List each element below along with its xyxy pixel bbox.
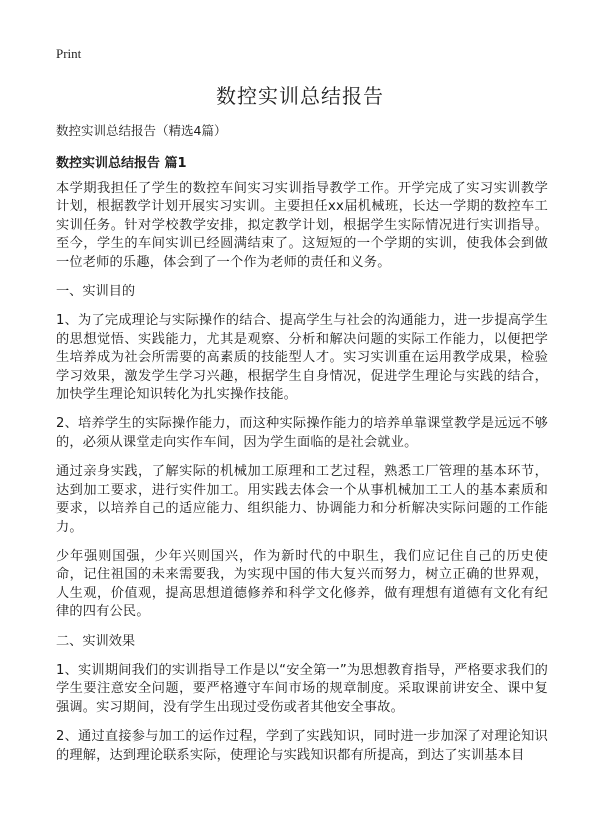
paragraph-intro: 本学期我担任了学生的数控车间实习实训指导教学工作。开学完成了实习实训教学计划，根据教学计划开展实习实训。主要担任xx届机械班，长达一学期的数控车工实训任务。针对学校教学安排，拟定教学计划，根据学生实际情况进行实训指导。至今，学生的车间实训已经圆满结束了。这短短的一个学期的实训，使我体会到做一位老师的乐趣，体会到了一个作为老师的责任和义务。 <box>56 181 548 270</box>
paragraph-effect-2: 2、通过直接参与加工的运作过程，学到了实践知识，同时进一步加深了对理论知识的理解，达到理论联系实际，使理论与实践知识都有所提高，到达了实训基本目 <box>56 729 548 763</box>
section-heading: 数控实训总结报告 篇1 <box>56 156 187 171</box>
paragraph-practice: 通过亲身实践，了解实际的机械加工原理和工艺过程，熟悉工厂管理的基本环节，达到加工要求，进行实件加工。用实践去体会一个从事机械加工工人的基本素质和要求，以培养自己的适应能力、组织能力、协调能力和分析解决实际问题的工作能力。 <box>56 464 548 535</box>
heading-training-purpose: 一、实训目的 <box>56 284 136 300</box>
print-link[interactable]: Print <box>56 46 82 61</box>
paragraph-effect-1: 1、实训期间我们的实训指导工作是以“安全第一”为思想教育指导，严格要求我们的学生要注意安全问题，要严格遵守车间市场的规章制度。采取课前讲安全、课中复强调。实习期间，没有学生出现过受伤或者其他安全事故。 <box>56 662 548 715</box>
paragraph-purpose-2: 2、培养学生的实际操作能力，而这种实际操作能力的培养单靠课堂教学是远远不够的，必须从课堂走向实作车间，因为学生面临的是社会就业。 <box>56 416 548 450</box>
page-title: 数控实训总结报告 <box>216 84 384 108</box>
paragraph-youth: 少年强则国强，少年兴则国兴，作为新时代的中职生，我们应记住自己的历史使命，记住祖国的未来需要我，为实现中国的伟大复兴而努力，树立正确的世界观，人生观，价值观，提高思想道德修养和科学文化修养，做有理想有道德有文化有纪律的四有公民。 <box>56 548 548 620</box>
paragraph-purpose-1: 1、为了完成理论与实际操作的结合、提高学生与社会的沟通能力，进一步提高学生的思想觉悟、实践能力，尤其是观察、分析和解决问题的实际工作能力，以便把学生培养成为社会所需要的高素质的技能型人才。实习实训重在运用教学成果，检验学习效果，激发学生学习兴趣，根据学生自身情况，促进学生理论与实践的结合，加快学生理论知识转化为扎实操作技能。 <box>56 313 548 403</box>
document-subtitle: 数控实训总结报告（精选4篇） <box>56 123 227 138</box>
heading-training-effect: 二、实训效果 <box>56 633 136 649</box>
article-body <box>56 180 548 776</box>
